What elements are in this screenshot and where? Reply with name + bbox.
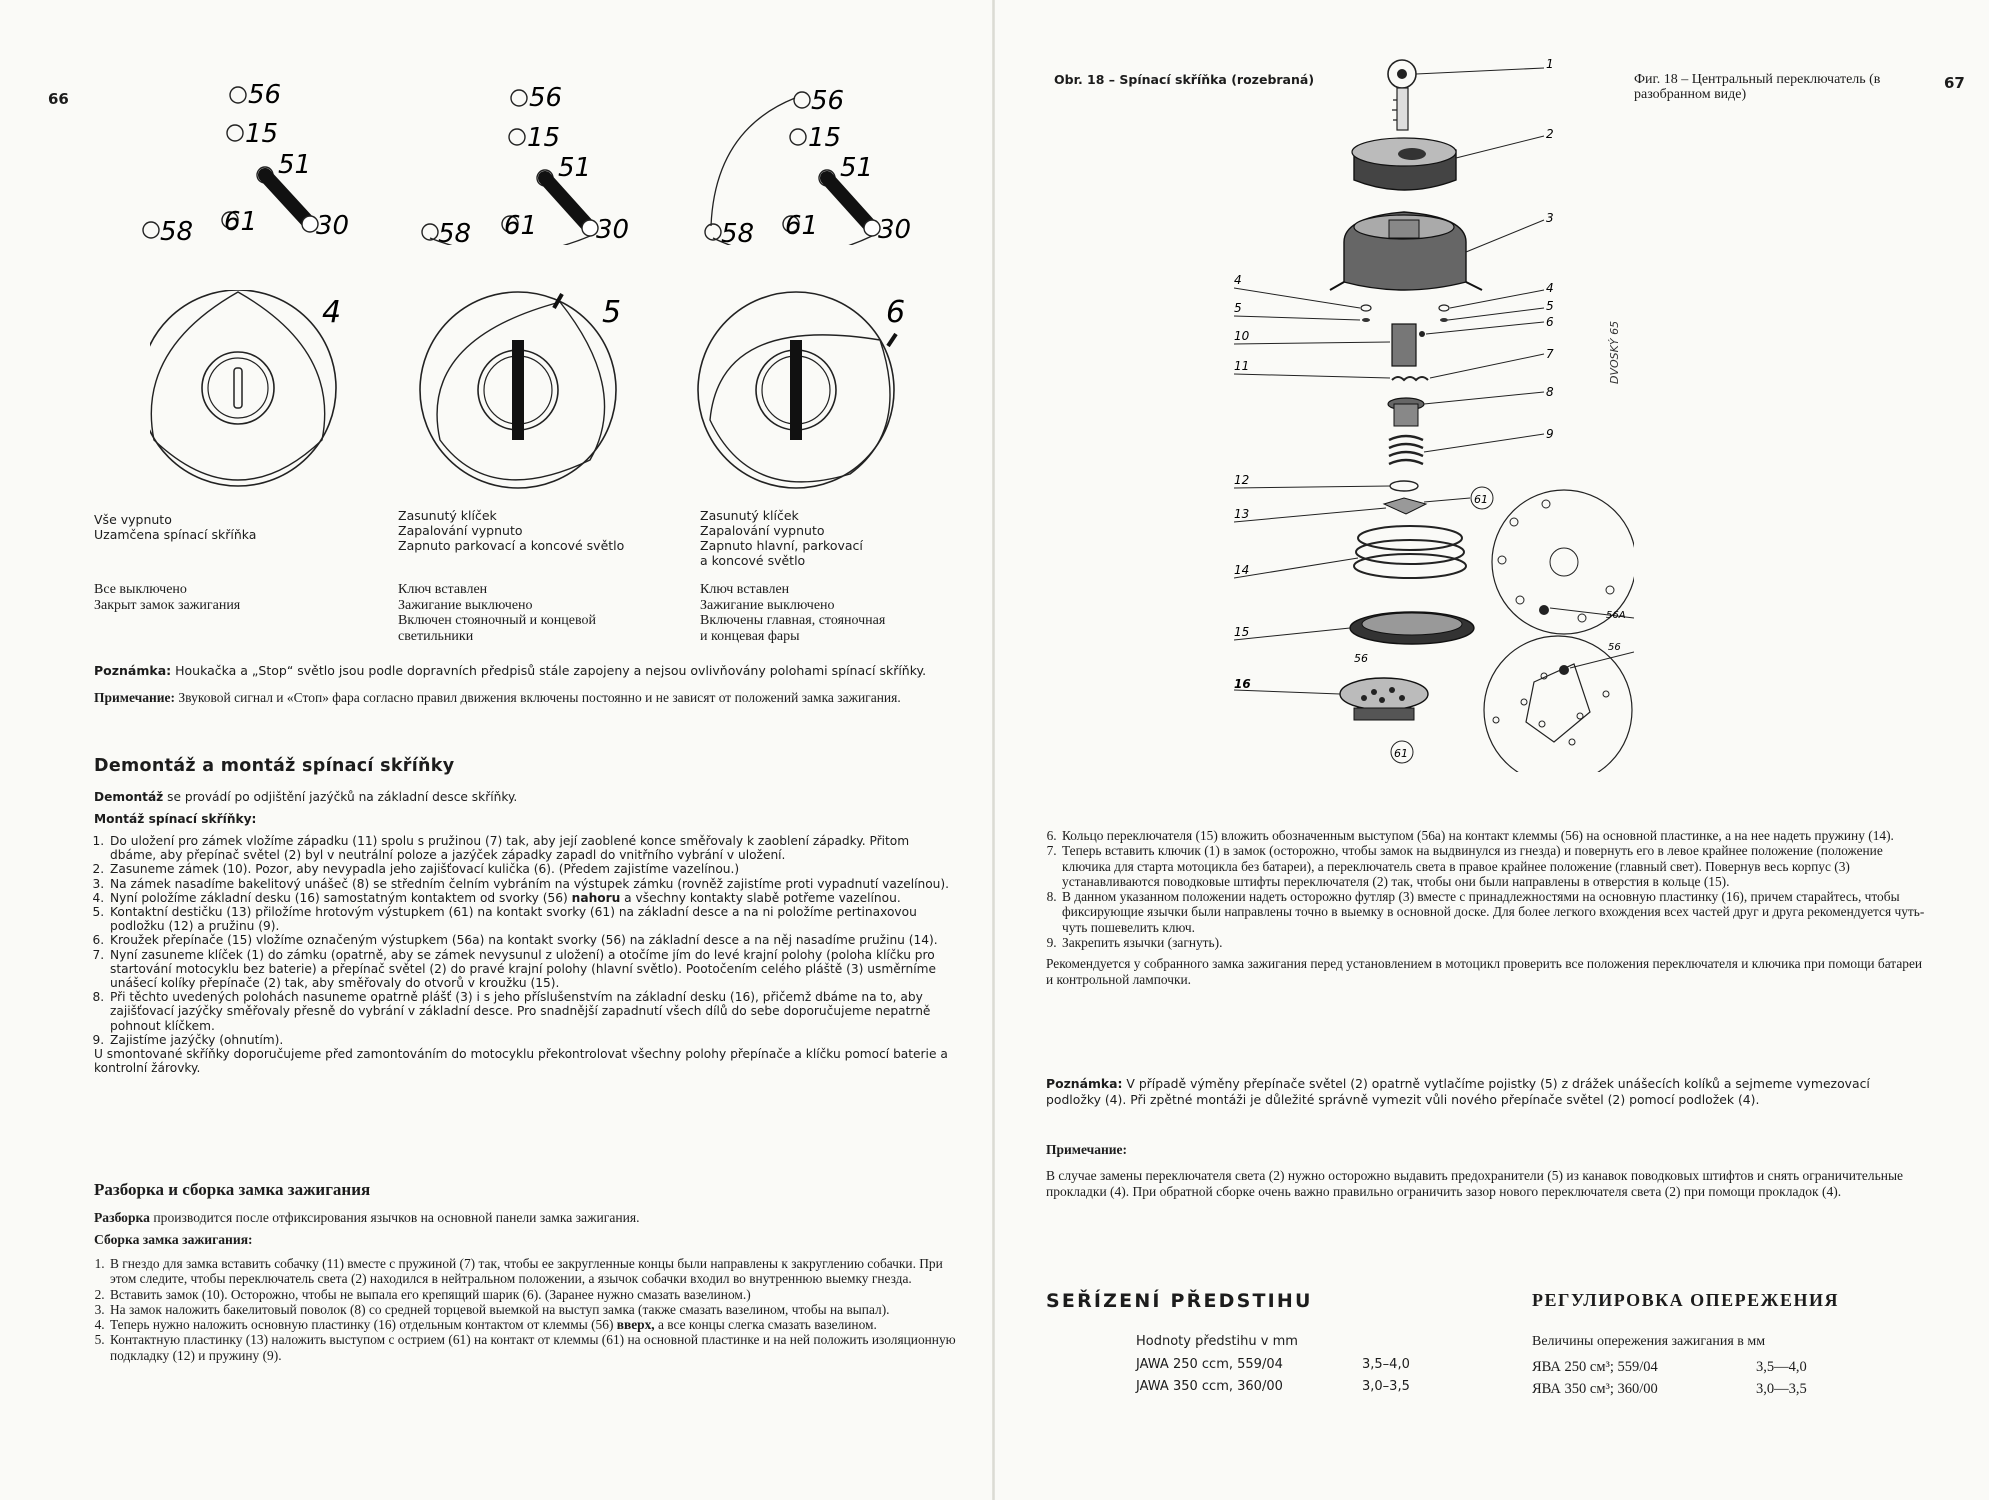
note-cz-right bbox=[1046, 1076, 1926, 1108]
timing-subheading-ru: Величины опережения зажигания в мм bbox=[1532, 1334, 1766, 1349]
callout-4-right: 4 bbox=[1546, 281, 1554, 295]
terminal-diagrams bbox=[130, 70, 930, 245]
callout-56-detail: 56 bbox=[1608, 642, 1621, 653]
timing-row-ru: ЯВА 350 см³; 360/00 3,0—3,5 bbox=[1532, 1381, 1807, 1397]
callout-9: 9 bbox=[1546, 427, 1554, 441]
heading-cz-assembly: Demontáž a montáž spínací skříňky bbox=[94, 756, 455, 776]
key-position-6-number: 6 bbox=[886, 295, 906, 330]
terminal-30: 30 bbox=[316, 211, 350, 241]
sborka-heading: Сборка замка зажигания: bbox=[94, 1232, 253, 1247]
caption-cz-position-5: Zasunutý klíček Zapalování vypnuto Zapnuto parkovací a koncové světlo bbox=[398, 508, 625, 553]
step-cz-5: 5. Kontaktní destičku (13) přiložíme hrotovým výstupkem (61) na kontakt svorky (61) na základní desce a na ni položíme pertinaxovou podložku (12) a pružinu (9). bbox=[108, 905, 956, 933]
step-ru-9: 9. Закрепить язычки (загнуть). bbox=[1060, 935, 1926, 950]
right-page bbox=[994, 0, 1989, 1500]
terminal-56: 56 bbox=[529, 83, 563, 113]
closing-cz: U smontované skříňky doporučujeme před zamontováním do motocyklu překontrolovat všechny polohy přepínače a klíčku pomocí baterie a kontrolní žárovky. bbox=[94, 1047, 948, 1076]
callout-15: 15 bbox=[1234, 625, 1250, 639]
demontaz-text: se provádí po odjištění jazýčků na základní desce skříňky. bbox=[163, 790, 518, 804]
razborka-paragraph bbox=[94, 1210, 954, 1226]
housing-part bbox=[1330, 212, 1482, 290]
callout-11: 11 bbox=[1234, 359, 1250, 373]
note-ru-right-label: Примечание: bbox=[1046, 1142, 1128, 1157]
key-part bbox=[1388, 60, 1416, 130]
step-cz-8: 8. Při těchto uvedených polohách nasuneme opatrně plášť (3) i s jeho příslušenstvím na základní desku (16), přičemž dbáme na to, aby zajišťovací jazýčky směřovaly přesně do vybrání v základní desce. Pro snadnější zapadnutí všech dílů do sebe doporučujeme nepatrně pohnout klíčkem. bbox=[108, 990, 956, 1033]
montaz-heading: Montáž spínací skříňky: bbox=[94, 812, 257, 826]
callout-5-left: 5 bbox=[1234, 301, 1242, 315]
note-cz bbox=[94, 662, 964, 679]
closing-ru: Рекомендуется у собранного замка зажигания перед установлением в мотоцикл проверить все положения переключателя и ключика при помощи батареи и контрольной лампочки. bbox=[1046, 956, 1923, 987]
note-cz-right-label: Poznámka: bbox=[1046, 1076, 1123, 1091]
callout-61-upper: 61 bbox=[1474, 493, 1488, 506]
note-cz-label: Poznámka: bbox=[94, 663, 172, 678]
note-cz-text: Houkačka a „Stop“ světlo jsou podle dopravních předpisů stále zapojeny a nejsou ovlivňovány polohami spínací skříňky. bbox=[171, 663, 927, 678]
terminal-diagram-3 bbox=[705, 86, 911, 245]
step-cz-2: 2. Zasuneme zámek (10). Pozor, aby nevypadla jeho zajišťovací kulička (6). (Předem zajistíme vazelínou.) bbox=[108, 862, 956, 876]
terminal-56: 56 bbox=[248, 80, 282, 110]
terminal-56: 56 bbox=[811, 86, 845, 116]
timing-subheading-cz: Hodnoty předstihu v mm bbox=[1136, 1334, 1298, 1349]
switch-ring bbox=[1350, 612, 1474, 644]
razborka-label: Разборка bbox=[94, 1210, 150, 1225]
callout-61-lower: 61 bbox=[1394, 747, 1408, 760]
large-spring bbox=[1354, 526, 1466, 578]
light-switch-knob bbox=[1352, 138, 1456, 190]
key-switch-position-5 bbox=[420, 292, 621, 488]
timing-table-ru bbox=[1532, 1356, 1807, 1400]
caption-cz-position-6: Zasunutý klíček Zapalování vypnuto Zapnuto hlavní, parkovací a koncové světlo bbox=[700, 508, 863, 568]
step-ru-7: 7. Теперь вставить ключик (1) в замок (осторожно, чтобы замок на выдвинулся из гнезда) и повернуть его в левое крайнее положение (положение ключика для старта мотоцикла без батареи), а переключатель света в правое крайнее положение (главный свет). Повернув весь корпус (3) устанавливаются поводковые штифты переключателя (2) так, чтобы они были направлены в отверстия в кольце (15). bbox=[1060, 843, 1926, 889]
razborka-text: производится после отфиксирования язычков на основной панели замка зажигания. bbox=[149, 1210, 640, 1225]
heading-ru-assembly: Разборка и сборка замка зажигания bbox=[94, 1180, 371, 1199]
terminal-15: 15 bbox=[527, 123, 561, 153]
timing-table-cz bbox=[1136, 1354, 1410, 1398]
terminal-51: 51 bbox=[840, 153, 874, 183]
caption-cz-position-4: Vše vypnuto Uzamčena spínací skříňka bbox=[94, 512, 257, 542]
callout-7: 7 bbox=[1546, 347, 1554, 361]
illustrator-signature: DVOSKÝ 65 bbox=[1608, 320, 1621, 384]
step-ru-5: 5. Контактную пластинку (13) наложить выступом с острием (61) на контакт от клеммы (61) на основной пластинке и на ней положить изоляционную подкладку (12) и пружину (9). bbox=[108, 1332, 956, 1363]
timing-heading-cz: SEŘÍZENÍ PŘEDSTIHU bbox=[1046, 1290, 1313, 1312]
terminal-58: 58 bbox=[438, 219, 472, 245]
callout-13: 13 bbox=[1234, 507, 1250, 521]
terminal-61: 61 bbox=[224, 207, 258, 237]
base-plate bbox=[1340, 678, 1428, 720]
note-ru-text: Звуковой сигнал и «Стоп» фара согласно правил движения включены постоянно и не зависят от положений замка зажигания. bbox=[175, 690, 901, 705]
step-ru-2: 2. Вставить замок (10). Осторожно, чтобы не выпала его крепящий шарик (6). (Заранее нужно смазать вазелином.) bbox=[108, 1287, 956, 1302]
timing-row-cz: JAWA 350 ccm, 360/00 3,0–3,5 bbox=[1136, 1379, 1410, 1394]
callout-56-plate: 56 bbox=[1354, 652, 1368, 665]
note-ru-label: Примечание: bbox=[94, 690, 176, 705]
timing-row-cz: JAWA 250 ccm, 559/04 3,5–4,0 bbox=[1136, 1357, 1410, 1372]
step-cz-1: 1. Do uložení pro zámek vložíme západku (11) spolu s pružinou (7) tak, aby její zaoblené konce směřovaly k zaoblení západky. Přitom dbáme, aby přepínač světel (2) byl v neutrální poloze a jazýček západky zapadl do vnitřního vybrání v uložení. bbox=[108, 834, 956, 862]
terminal-30: 30 bbox=[596, 215, 630, 245]
terminal-15: 15 bbox=[245, 119, 279, 149]
callout-12: 12 bbox=[1234, 473, 1250, 487]
step-cz-7: 7. Nyní zasuneme klíček (1) do zámku (opatrně, aby se zámek nevysunul z uložení) a otočíme jím do levé krajní polohy (poloha klíčku pro startování motocyklu bez baterie) a přepínač světel (2) do pravé krajní polohy (hlavní světlo). Pootočením celého pláště (3) usměrníme unášecí kolíky přepínače (2) tak, aby směřovaly do otvorů v kroužku (15). bbox=[108, 948, 956, 991]
timing-row-ru: ЯВА 250 см³; 559/04 3,5—4,0 bbox=[1532, 1359, 1807, 1375]
caption-ru-position-4: Все выключено Закрыт замок зажигания bbox=[94, 582, 241, 613]
terminal-diagram-1 bbox=[143, 80, 349, 245]
terminal-51: 51 bbox=[558, 153, 592, 183]
terminal-51: 51 bbox=[278, 150, 312, 180]
page-number-right: 67 bbox=[1944, 74, 1965, 92]
callout-1: 1 bbox=[1546, 57, 1554, 71]
key-position-5-number: 5 bbox=[602, 295, 622, 330]
note-ru-right-text: В случае замены переключателя света (2) нужно осторожно выдавить предохранители (5) из канавок поводковых штифтов и снять ограничительные прокладки (4). При обратной сборке очень важно правильно ограничить зазор нового переключателя света (2) при помощи прокладок (4). bbox=[1046, 1168, 1904, 1199]
callout-2: 2 bbox=[1546, 127, 1554, 141]
steps-ru-list bbox=[94, 1256, 956, 1363]
callout-8: 8 bbox=[1546, 385, 1554, 399]
note-ru bbox=[94, 690, 954, 706]
page-number-left: 66 bbox=[48, 90, 69, 108]
step-ru-6: 6. Кольцо переключателя (15) вложить обозначенным выступом (56а) на контакт клеммы (56) на основной пластинке, а на нее надеть пружину (14). bbox=[1060, 828, 1926, 843]
step-cz-4: 4. Nyní položíme základní desku (16) samostatným kontaktem od svorky (56) nahoru a všechny kontakty slabě potřeme vazelínou. bbox=[108, 891, 956, 905]
note-cz-right-text: V případě výměny přepínače světel (2) opatrně vytlačíme pojistky (5) z drážek unášecích kolíků a sejmeme vymezovací podložky (4). Při zpětné montáži je důležité správně vymezit vůli nového přepínače světel (2) pomocí podložek (4). bbox=[1046, 1076, 1870, 1107]
callout-56a: 56A bbox=[1606, 610, 1626, 621]
callout-4-left: 4 bbox=[1234, 273, 1242, 287]
callout-6: 6 bbox=[1546, 315, 1554, 329]
terminal-61: 61 bbox=[785, 211, 819, 241]
step-ru-3: 3. На замок наложить бакелитовый поволок (8) со средней торцевой выемкой на выступ замка (также смазать вазелином, чтобы на выпал). bbox=[108, 1302, 956, 1317]
detail-base-plate-view bbox=[1484, 636, 1634, 772]
caption-ru-position-5: Ключ вставлен Зажигание выключено Включен стояночный и концевой светильники bbox=[398, 582, 596, 644]
exploded-view-illustration bbox=[1234, 52, 1634, 772]
terminal-15: 15 bbox=[808, 123, 842, 153]
step-ru-4: 4. Теперь нужно наложить основную пластинку (16) отдельным контактом от клеммы (56) вверх, а все концы слегка смазать вазелином. bbox=[108, 1317, 956, 1332]
key-switch-diagrams bbox=[150, 290, 910, 500]
figure-caption-cz: Obr. 18 – Spínací skříňka (rozebraná) bbox=[1054, 72, 1315, 87]
caption-ru-position-6: Ключ вставлен Зажигание выключено Включены главная, стояночная и концевая фары bbox=[700, 582, 886, 644]
step-cz-9: 9. Zajistíme jazýčky (ohnutím). bbox=[108, 1033, 956, 1047]
callout-3: 3 bbox=[1546, 211, 1554, 225]
step-ru-8: 8. В данном указанном положении надеть осторожно футляр (3) вместе с принадлежностями на основную пластинку (16), причем старайтесь, чтобы фиксирующие язычки были направлены точно в выемку в основной доске. Для более легкого вхождения всех частей друг и друга рекомендуется чуть-чуть пошевелить ключ. bbox=[1060, 889, 1926, 935]
terminal-61: 61 bbox=[504, 211, 538, 241]
demontaz-paragraph bbox=[94, 790, 954, 805]
callout-16: 16 bbox=[1234, 677, 1251, 691]
small-parts-stack bbox=[1361, 305, 1449, 514]
terminal-diagram-2 bbox=[422, 83, 629, 245]
step-cz-3: 3. Na zámek nasadíme bakelitový unášeč (8) se středním čelním vybráním na výstupek zámku (rovněž zajistíme proti vypadnutí vazelínou). bbox=[108, 877, 956, 891]
steps-ru-continued bbox=[1046, 828, 1926, 987]
figure-caption-ru: Фиг. 18 – Центральный переключатель (в разобранном виде) bbox=[1634, 72, 1881, 102]
demontaz-label: Demontáž bbox=[94, 790, 164, 804]
key-position-4-number: 4 bbox=[322, 295, 342, 330]
steps-cz-list bbox=[94, 834, 956, 1075]
callout-10: 10 bbox=[1234, 329, 1250, 343]
terminal-30: 30 bbox=[878, 215, 912, 245]
timing-heading-ru: РЕГУЛИРОВКА ОПЕРЕЖЕНИЯ bbox=[1532, 1290, 1839, 1310]
step-cz-6: 6. Kroužek přepínače (15) vložíme označeným výstupkem (56a) na kontakt svorky (56) na základní desce a na něj nasadíme pružinu (14). bbox=[108, 933, 956, 947]
detail-top-view-ring bbox=[1492, 490, 1634, 634]
callout-14: 14 bbox=[1234, 563, 1250, 577]
terminal-58: 58 bbox=[160, 217, 194, 245]
callout-5-right: 5 bbox=[1546, 299, 1554, 313]
key-switch-position-6 bbox=[698, 292, 905, 488]
step-ru-1: 1. В гнездо для замка вставить собачку (11) вместе с пружиной (7) так, чтобы ее закругленные концы были направлены к закруглению собачки. При этом следите, чтобы переключатель света (2) находился в нейтральном положении, а язычок собачки входил во внутреннюю выемку гнезда. bbox=[108, 1256, 956, 1287]
terminal-58: 58 bbox=[721, 219, 755, 245]
key-switch-position-4 bbox=[150, 290, 341, 486]
left-page bbox=[0, 0, 994, 1500]
